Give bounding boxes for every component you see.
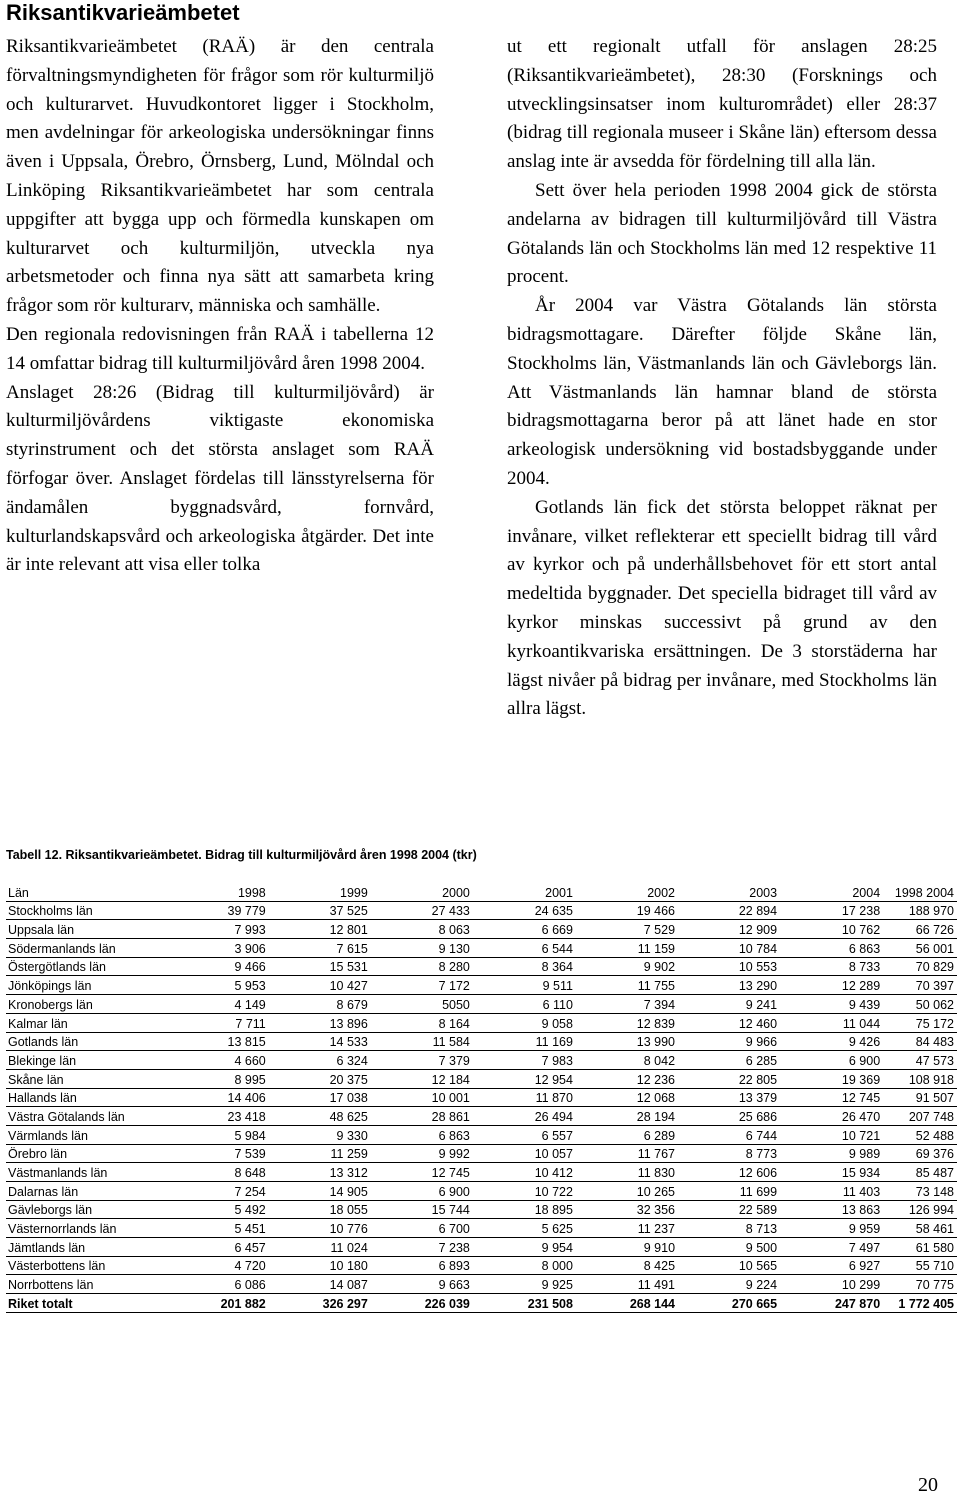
county-name-cell: Värmlands län: [6, 1125, 178, 1144]
value-cell: 12 954: [473, 1069, 576, 1088]
value-cell: 12 745: [371, 1163, 473, 1182]
paragraph: Sett över hela perioden 1998 2004 gick de största andelarna av bidragen till kulturmiljövård till Västra Götalands län och Stockholms län med 12 respektive 11 procent.: [507, 179, 937, 288]
value-cell: 15 744: [371, 1200, 473, 1219]
value-cell: 6 457: [178, 1238, 269, 1257]
value-cell: 6 900: [780, 1051, 883, 1070]
value-cell: 10 721: [780, 1125, 883, 1144]
value-cell: 12 606: [678, 1163, 780, 1182]
value-cell: 84 483: [883, 1032, 957, 1051]
value-cell: 10 299: [780, 1275, 883, 1294]
value-cell: 12 460: [678, 1013, 780, 1032]
value-cell: 70 397: [883, 976, 957, 995]
total-value-cell: 1 772 405: [883, 1294, 957, 1313]
value-cell: 4 720: [178, 1256, 269, 1275]
value-cell: 11 870: [473, 1088, 576, 1107]
total-value-cell: 326 297: [269, 1294, 371, 1313]
county-name-cell: Skåne län: [6, 1069, 178, 1088]
value-cell: 14 905: [269, 1182, 371, 1201]
value-cell: 11 830: [576, 1163, 678, 1182]
column-header: 1998: [178, 883, 269, 901]
value-cell: 70 829: [883, 957, 957, 976]
table-row: [6, 1125, 957, 1144]
value-cell: 75 172: [883, 1013, 957, 1032]
value-cell: 9 511: [473, 976, 576, 995]
value-cell: 32 356: [576, 1200, 678, 1219]
value-cell: 10 565: [678, 1256, 780, 1275]
value-cell: 8 000: [473, 1256, 576, 1275]
value-cell: 8 773: [678, 1144, 780, 1163]
value-cell: 18 895: [473, 1200, 576, 1219]
value-cell: 22 805: [678, 1069, 780, 1088]
county-name-cell: Kalmar län: [6, 1013, 178, 1032]
value-cell: 10 265: [576, 1182, 678, 1201]
value-cell: 207 748: [883, 1107, 957, 1126]
table-row: [6, 1032, 957, 1051]
value-cell: 11 491: [576, 1275, 678, 1294]
county-name-cell: Norrbottens län: [6, 1275, 178, 1294]
column-header: Län: [6, 883, 178, 901]
value-cell: 7 254: [178, 1182, 269, 1201]
value-cell: 7 379: [371, 1051, 473, 1070]
value-cell: 9 954: [473, 1238, 576, 1257]
table-row: [6, 901, 957, 920]
value-cell: 8 995: [178, 1069, 269, 1088]
table-row: [6, 1088, 957, 1107]
value-cell: 6 289: [576, 1125, 678, 1144]
value-cell: 25 686: [678, 1107, 780, 1126]
county-name-cell: Jönköpings län: [6, 976, 178, 995]
value-cell: 6 927: [780, 1256, 883, 1275]
table-row: [6, 1219, 957, 1238]
value-cell: 9 959: [780, 1219, 883, 1238]
value-cell: 39 779: [178, 901, 269, 920]
value-cell: 9 439: [780, 995, 883, 1014]
value-cell: 6 110: [473, 995, 576, 1014]
value-cell: 20 375: [269, 1069, 371, 1088]
value-cell: 6 086: [178, 1275, 269, 1294]
value-cell: 126 994: [883, 1200, 957, 1219]
value-cell: 70 775: [883, 1275, 957, 1294]
value-cell: 5050: [371, 995, 473, 1014]
value-cell: 4 149: [178, 995, 269, 1014]
value-cell: 9 966: [678, 1032, 780, 1051]
value-cell: 9 500: [678, 1238, 780, 1257]
value-cell: 12 184: [371, 1069, 473, 1088]
value-cell: 48 625: [269, 1107, 371, 1126]
column-header: 2002: [576, 883, 678, 901]
county-name-cell: Blekinge län: [6, 1051, 178, 1070]
value-cell: 91 507: [883, 1088, 957, 1107]
county-name-cell: Västra Götalands län: [6, 1107, 178, 1126]
total-row: [6, 1294, 957, 1313]
county-name-cell: Stockholms län: [6, 901, 178, 920]
value-cell: 6 285: [678, 1051, 780, 1070]
value-cell: 6 900: [371, 1182, 473, 1201]
table-row: [6, 1069, 957, 1088]
value-cell: 13 896: [269, 1013, 371, 1032]
county-name-cell: Hallands län: [6, 1088, 178, 1107]
value-cell: 11 024: [269, 1238, 371, 1257]
value-cell: 9 130: [371, 939, 473, 958]
value-cell: 3 906: [178, 939, 269, 958]
paragraph: ut ett regionalt utfall för anslagen 28:25 (Riksantikvarieämbetet), 28:30 (Forsknings och utvecklingsinsatser inom kulturområdet) eller 28:37 (bidrag till regionala museer i Skåne län) eftersom dessa anslag inte är avsedda för fördelning till alla län.: [507, 36, 937, 173]
table-header-row: [6, 883, 957, 901]
value-cell: 26 470: [780, 1107, 883, 1126]
table-row: [6, 1163, 957, 1182]
value-cell: 22 894: [678, 901, 780, 920]
value-cell: 10 776: [269, 1219, 371, 1238]
value-cell: 7 238: [371, 1238, 473, 1257]
value-cell: 8 733: [780, 957, 883, 976]
county-name-cell: Gävleborgs län: [6, 1200, 178, 1219]
table-row: [6, 995, 957, 1014]
value-cell: 7 711: [178, 1013, 269, 1032]
value-cell: 8 164: [371, 1013, 473, 1032]
paragraph: År 2004 var Västra Götalands län största bidragsmottagare. Därefter följde Skåne län, Stockholms län, Västmanlands län och Gävleborgs län. Att Västmanlands län hamnar bland de största bidragsmottagarna beror på att länet hade en stor arkeologisk undersökning vid bostadsbyggande under 2004.: [507, 295, 937, 489]
value-cell: 10 001: [371, 1088, 473, 1107]
value-cell: 6 544: [473, 939, 576, 958]
value-cell: 6 863: [780, 939, 883, 958]
value-cell: 11 044: [780, 1013, 883, 1032]
value-cell: 12 289: [780, 976, 883, 995]
value-cell: 9 241: [678, 995, 780, 1014]
value-cell: 11 403: [780, 1182, 883, 1201]
column-header: 2000: [371, 883, 473, 901]
table-row: [6, 1144, 957, 1163]
value-cell: 14 087: [269, 1275, 371, 1294]
value-cell: 11 755: [576, 976, 678, 995]
value-cell: 8 042: [576, 1051, 678, 1070]
total-label-cell: Riket totalt: [6, 1294, 178, 1313]
value-cell: 14 533: [269, 1032, 371, 1051]
value-cell: 7 539: [178, 1144, 269, 1163]
value-cell: 7 497: [780, 1238, 883, 1257]
table-row: [6, 976, 957, 995]
total-value-cell: 270 665: [678, 1294, 780, 1313]
value-cell: 9 466: [178, 957, 269, 976]
county-name-cell: Södermanlands län: [6, 939, 178, 958]
paragraph: Riksantikvarieämbetet (RAÄ) är den centrala förvaltningsmyndigheten för frågor som rör kulturmiljö och kulturarvet. Huvudkontoret ligger i Stockholm, men avdelningar för arkeologiska undersökningar finns även i Uppsala, Örebro, Örnsberg, Lund, Mölndal och Linköping Riksantikvarieämbetet har som centrala uppgifter att bygga upp och förmedla kunskapen om kulturarvet och kulturmiljön, utveckla nya arbetsmetoder och finna nya sätt att samarbeta kring frågor som rör kulturarv, människa och samhälle.: [6, 36, 434, 317]
value-cell: 188 970: [883, 901, 957, 920]
total-value-cell: 226 039: [371, 1294, 473, 1313]
value-cell: 12 236: [576, 1069, 678, 1088]
value-cell: 5 625: [473, 1219, 576, 1238]
table-row: [6, 920, 957, 939]
value-cell: 19 369: [780, 1069, 883, 1088]
value-cell: 17 038: [269, 1088, 371, 1107]
county-name-cell: Jämtlands län: [6, 1238, 178, 1257]
value-cell: 69 376: [883, 1144, 957, 1163]
table-row: [6, 939, 957, 958]
section-heading: Riksantikvarieämbetet: [6, 0, 240, 25]
county-name-cell: Östergötlands län: [6, 957, 178, 976]
paragraph: Gotlands län fick det största beloppet räknat per invånare, vilket reflekterar ett speciellt bidrag till vård av kyrkor och på underhållsbehovet för ett stort antal medeltida byggnader. Det speciella bidraget till vård av kyrkor minskas successivt på grund av den kyrkoantikvariska ersättningen. De 3 storstäderna har lägst nivåer på bidrag per invånare, med Stockholms län allra lägst.: [507, 496, 937, 720]
value-cell: 5 492: [178, 1200, 269, 1219]
value-cell: 8 063: [371, 920, 473, 939]
value-cell: 61 580: [883, 1238, 957, 1257]
value-cell: 11 584: [371, 1032, 473, 1051]
value-cell: 17 238: [780, 901, 883, 920]
total-value-cell: 201 882: [178, 1294, 269, 1313]
value-cell: 108 918: [883, 1069, 957, 1088]
value-cell: 10 762: [780, 920, 883, 939]
table-body: [6, 901, 957, 1312]
value-cell: 11 169: [473, 1032, 576, 1051]
right-text-column: [507, 33, 937, 724]
value-cell: 18 055: [269, 1200, 371, 1219]
county-name-cell: Kronobergs län: [6, 995, 178, 1014]
table-row: [6, 1275, 957, 1294]
paragraph: Den regionala redovisningen från RAÄ i tabellerna 12 14 omfattar bidrag till kulturmiljövård åren 1998 2004.: [6, 323, 434, 374]
value-cell: 22 589: [678, 1200, 780, 1219]
table-caption: Tabell 12. Riksantikvarieämbetet. Bidrag till kulturmiljövård åren 1998 2004 (tkr): [6, 848, 477, 862]
value-cell: 52 488: [883, 1125, 957, 1144]
value-cell: 12 745: [780, 1088, 883, 1107]
value-cell: 15 934: [780, 1163, 883, 1182]
value-cell: 47 573: [883, 1051, 957, 1070]
value-cell: 9 224: [678, 1275, 780, 1294]
column-header: 2001: [473, 883, 576, 901]
value-cell: 6 669: [473, 920, 576, 939]
total-value-cell: 268 144: [576, 1294, 678, 1313]
table-row: [6, 1200, 957, 1219]
value-cell: 4 660: [178, 1051, 269, 1070]
table-row: [6, 1256, 957, 1275]
value-cell: 9 989: [780, 1144, 883, 1163]
column-header: 1998 2004: [883, 883, 957, 901]
value-cell: 8 679: [269, 995, 371, 1014]
table-row: [6, 1238, 957, 1257]
value-cell: 13 990: [576, 1032, 678, 1051]
value-cell: 24 635: [473, 901, 576, 920]
value-cell: 8 425: [576, 1256, 678, 1275]
value-cell: 8 280: [371, 957, 473, 976]
total-value-cell: 247 870: [780, 1294, 883, 1313]
total-value-cell: 231 508: [473, 1294, 576, 1313]
value-cell: 9 902: [576, 957, 678, 976]
table-row: [6, 1107, 957, 1126]
county-name-cell: Dalarnas län: [6, 1182, 178, 1201]
value-cell: 6 324: [269, 1051, 371, 1070]
value-cell: 27 433: [371, 901, 473, 920]
table-row: [6, 1013, 957, 1032]
county-name-cell: Västmanlands län: [6, 1163, 178, 1182]
column-header: 1999: [269, 883, 371, 901]
page-number: 20: [918, 1474, 938, 1496]
value-cell: 7 394: [576, 995, 678, 1014]
county-name-cell: Västerbottens län: [6, 1256, 178, 1275]
value-cell: 8 648: [178, 1163, 269, 1182]
value-cell: 5 984: [178, 1125, 269, 1144]
county-name-cell: Gotlands län: [6, 1032, 178, 1051]
county-name-cell: Västernorrlands län: [6, 1219, 178, 1238]
value-cell: 13 290: [678, 976, 780, 995]
value-cell: 6 863: [371, 1125, 473, 1144]
value-cell: 26 494: [473, 1107, 576, 1126]
value-cell: 55 710: [883, 1256, 957, 1275]
column-header: 2003: [678, 883, 780, 901]
value-cell: 5 953: [178, 976, 269, 995]
left-text-column: [6, 33, 434, 580]
table-row: [6, 1051, 957, 1070]
value-cell: 58 461: [883, 1219, 957, 1238]
value-cell: 12 909: [678, 920, 780, 939]
value-cell: 7 983: [473, 1051, 576, 1070]
value-cell: 11 699: [678, 1182, 780, 1201]
value-cell: 10 553: [678, 957, 780, 976]
value-cell: 85 487: [883, 1163, 957, 1182]
value-cell: 9 330: [269, 1125, 371, 1144]
value-cell: 66 726: [883, 920, 957, 939]
value-cell: 11 259: [269, 1144, 371, 1163]
value-cell: 13 379: [678, 1088, 780, 1107]
value-cell: 7 172: [371, 976, 473, 995]
value-cell: 15 531: [269, 957, 371, 976]
value-cell: 6 893: [371, 1256, 473, 1275]
value-cell: 7 615: [269, 939, 371, 958]
value-cell: 10 784: [678, 939, 780, 958]
value-cell: 19 466: [576, 901, 678, 920]
value-cell: 28 861: [371, 1107, 473, 1126]
value-cell: 11 237: [576, 1219, 678, 1238]
value-cell: 8 364: [473, 957, 576, 976]
value-cell: 10 180: [269, 1256, 371, 1275]
value-cell: 7 529: [576, 920, 678, 939]
value-cell: 10 722: [473, 1182, 576, 1201]
value-cell: 13 815: [178, 1032, 269, 1051]
table-row: [6, 1182, 957, 1201]
county-name-cell: Örebro län: [6, 1144, 178, 1163]
value-cell: 11 159: [576, 939, 678, 958]
value-cell: 56 001: [883, 939, 957, 958]
value-cell: 73 148: [883, 1182, 957, 1201]
value-cell: 10 427: [269, 976, 371, 995]
column-header: 2004: [780, 883, 883, 901]
value-cell: 6 744: [678, 1125, 780, 1144]
value-cell: 8 713: [678, 1219, 780, 1238]
value-cell: 50 062: [883, 995, 957, 1014]
table-row: [6, 957, 957, 976]
value-cell: 6 557: [473, 1125, 576, 1144]
grants-table: [6, 883, 957, 1313]
value-cell: 9 663: [371, 1275, 473, 1294]
value-cell: 12 801: [269, 920, 371, 939]
value-cell: 13 312: [269, 1163, 371, 1182]
value-cell: 9 058: [473, 1013, 576, 1032]
value-cell: 13 863: [780, 1200, 883, 1219]
value-cell: 23 418: [178, 1107, 269, 1126]
value-cell: 6 700: [371, 1219, 473, 1238]
county-name-cell: Uppsala län: [6, 920, 178, 939]
value-cell: 12 068: [576, 1088, 678, 1107]
value-cell: 5 451: [178, 1219, 269, 1238]
value-cell: 9 992: [371, 1144, 473, 1163]
value-cell: 37 525: [269, 901, 371, 920]
value-cell: 14 406: [178, 1088, 269, 1107]
paragraph: Anslaget 28:26 (Bidrag till kulturmiljövård) är kulturmiljövårdens viktigaste ekonomiska styrinstrument och det största anslaget som RAÄ förfogar över. Anslaget fördelas till länsstyrelserna för ändamålen byggnadsvård, fornvård, kulturlandskapsvård och arkeologiska åtgärder. Det inte är inte relevant att visa eller tolka: [6, 381, 434, 576]
value-cell: 9 426: [780, 1032, 883, 1051]
value-cell: 9 925: [473, 1275, 576, 1294]
value-cell: 11 767: [576, 1144, 678, 1163]
value-cell: 28 194: [576, 1107, 678, 1126]
value-cell: 10 057: [473, 1144, 576, 1163]
value-cell: 9 910: [576, 1238, 678, 1257]
value-cell: 7 993: [178, 920, 269, 939]
value-cell: 10 412: [473, 1163, 576, 1182]
value-cell: 12 839: [576, 1013, 678, 1032]
